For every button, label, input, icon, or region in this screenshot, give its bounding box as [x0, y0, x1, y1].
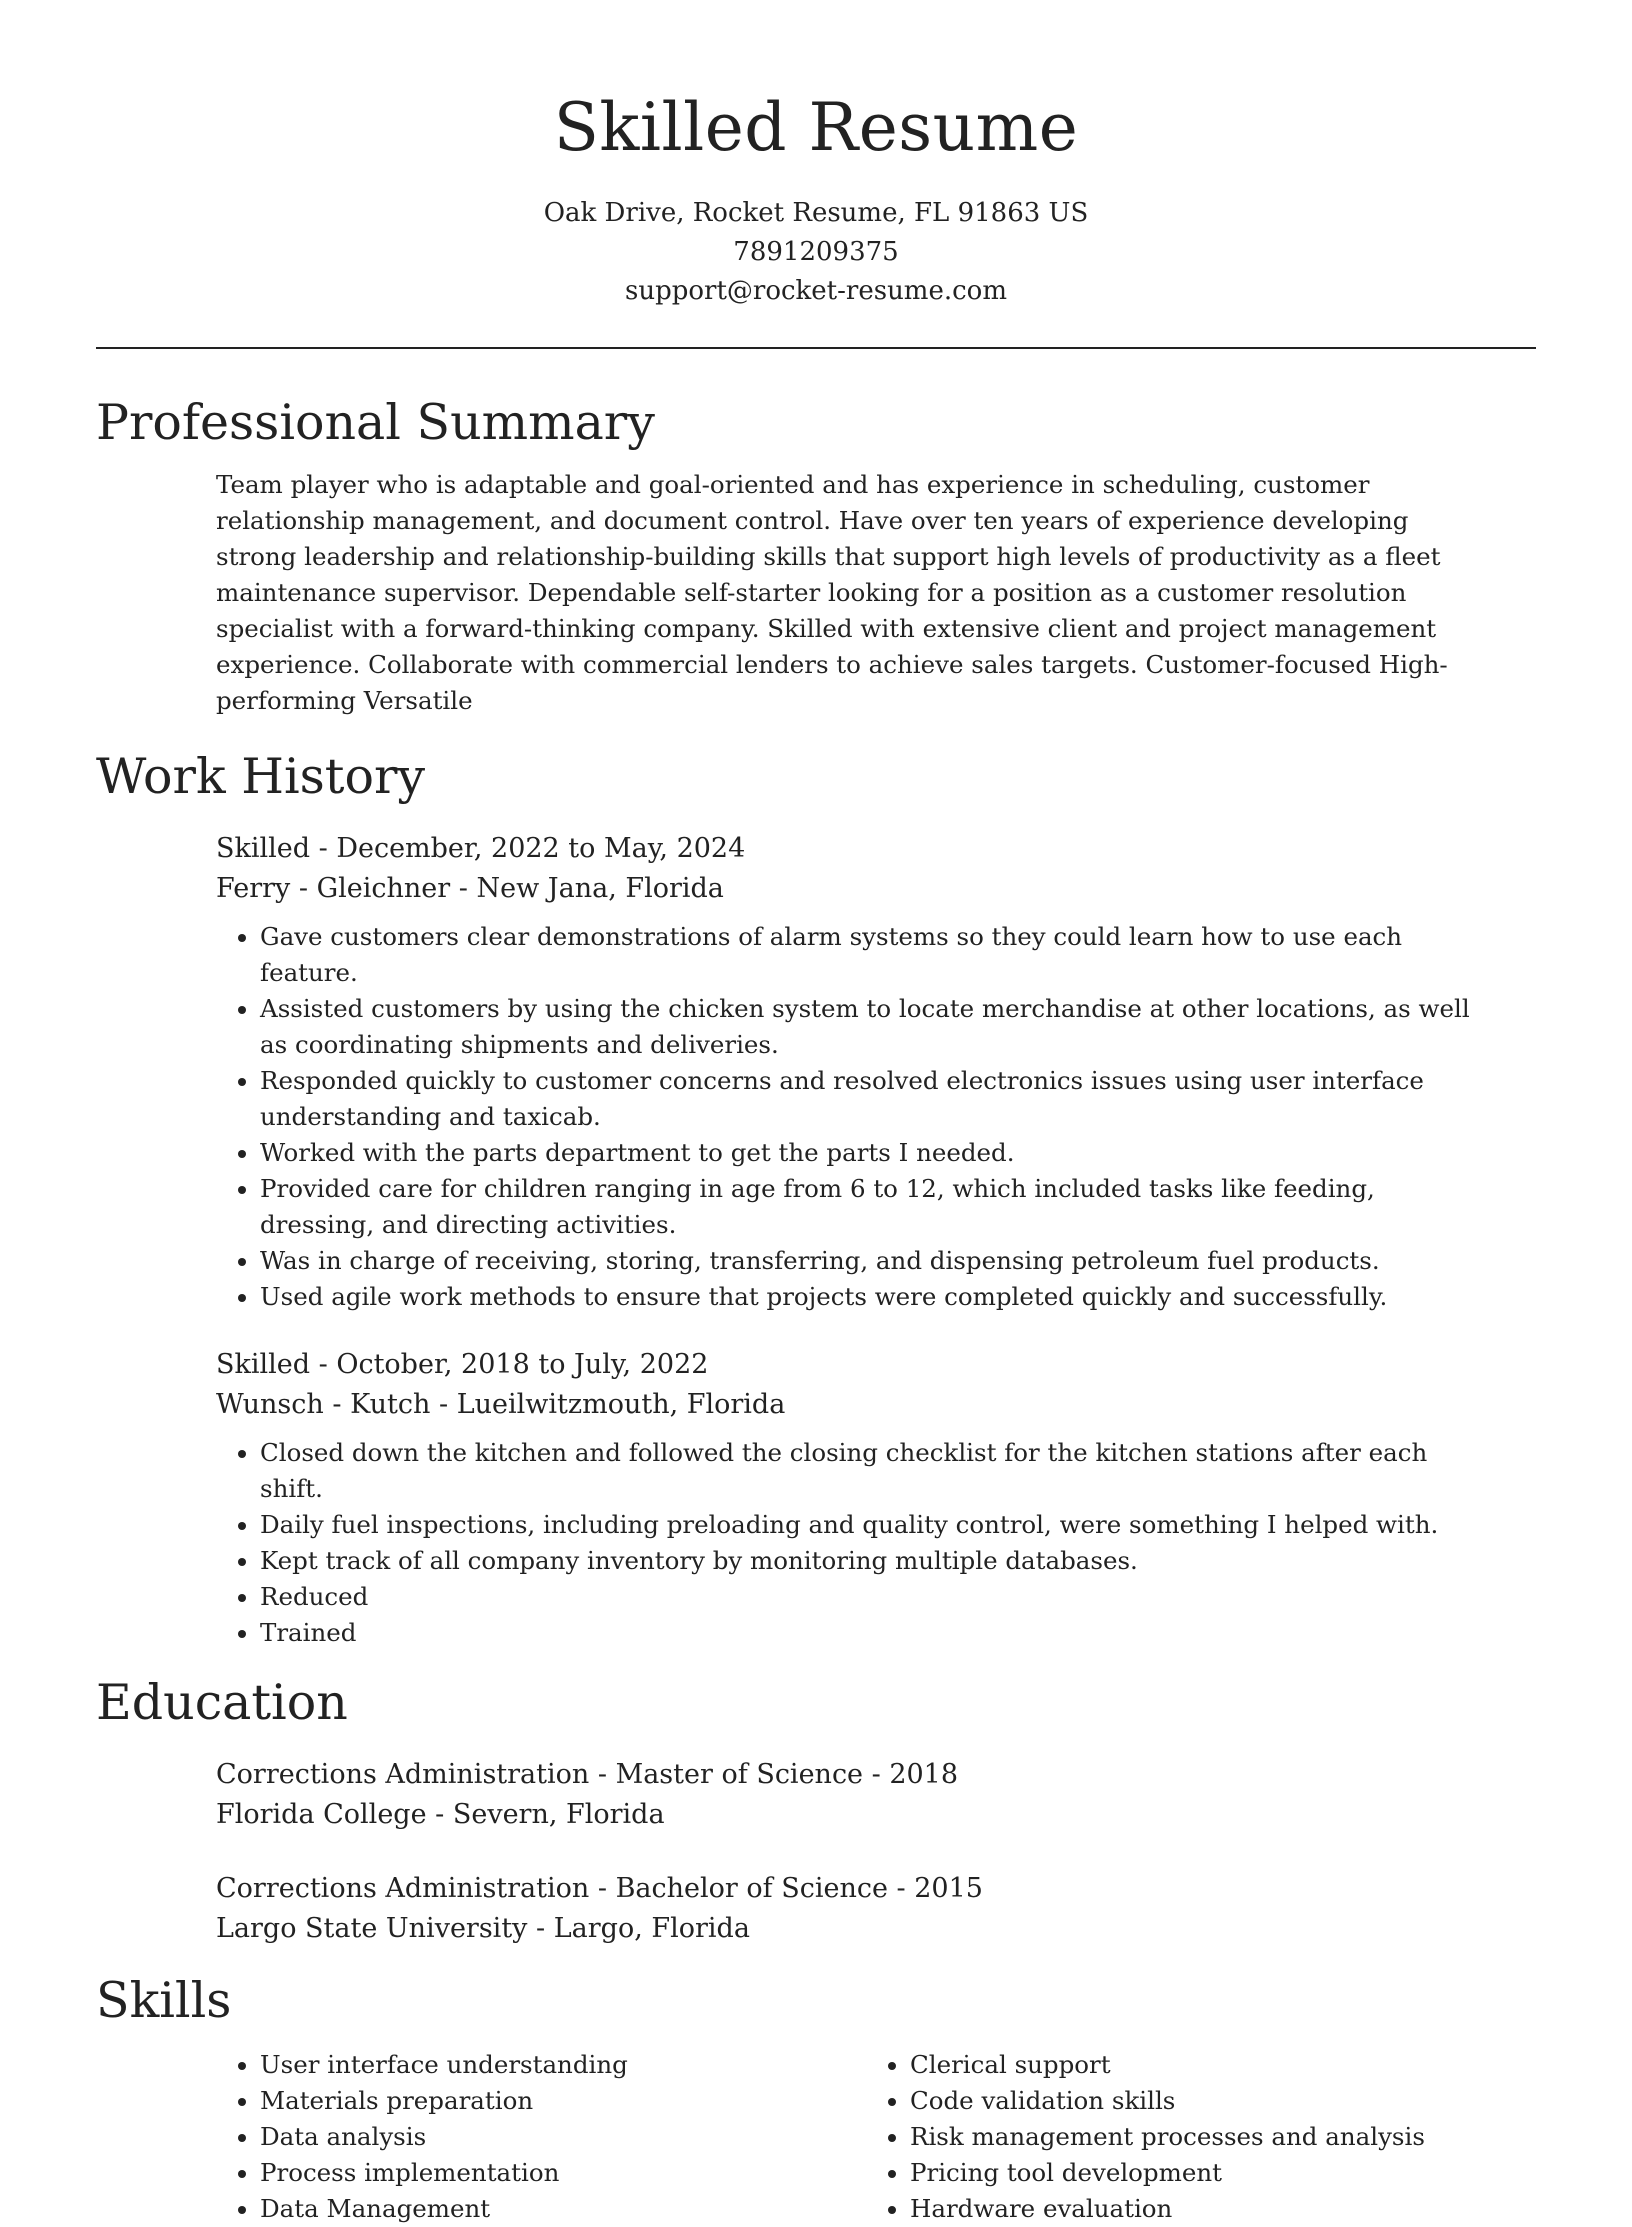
list-item: • Gave customers clear demonstrations of alarm systems so they could learn how to use each feature.: [260, 919, 1536, 991]
degree-line: Corrections Administration - Bachelor of Science - 2015: [216, 1873, 983, 1904]
resume-header: [96, 0, 1536, 311]
job-company: Ferry - Gleichner: [216, 873, 451, 904]
list-item: • Hardware evaluation: [910, 2191, 1516, 2227]
list-item: • User interface understanding: [260, 2047, 866, 2083]
list-item: • Responded quickly to customer concerns and resolved electronics issues using user interface understanding and taxicab.: [260, 1063, 1536, 1135]
job-title-line: [216, 829, 1536, 869]
list-item: • Process implementation: [260, 2155, 866, 2191]
job-entry: [216, 829, 1536, 1315]
list-item: • Provided care for children ranging in age from 6 to 12, which included tasks like feeding, dressing, and directing activities.: [260, 1171, 1536, 1243]
skills-column-left: [216, 2047, 866, 2227]
job-dates: - October, 2018 to July, 2022: [310, 1349, 709, 1380]
candidate-name: Skilled Resume: [553, 89, 1079, 166]
job-role: Skilled: [216, 833, 311, 864]
job-company: Wunsch - Kutch: [216, 1389, 431, 1420]
skills-column-right: [866, 2047, 1516, 2227]
job-title-line: [216, 1345, 1536, 1385]
job-role: Skilled: [216, 1349, 311, 1380]
list-item: • Risk management processes and analysis: [910, 2119, 1516, 2155]
job-location: - Lueilwitzmouth, Florida: [430, 1389, 786, 1420]
list-item: • Closed down the kitchen and followed the closing checklist for the kitchen stations after each shift.: [260, 1435, 1536, 1507]
job-entry: [216, 1345, 1536, 1651]
job-company-line: [216, 1385, 1536, 1425]
list-item: • Data analysis: [260, 2119, 866, 2155]
contact-info: [96, 194, 1536, 311]
list-item: • Daily fuel inspections, including preloading and quality control, were something I helped with.: [260, 1507, 1536, 1543]
job-bullets: [216, 1435, 1536, 1651]
list-item: • Clerical support: [910, 2047, 1516, 2083]
education-list: [216, 1755, 1536, 1949]
phone-number: 7891209375: [733, 237, 899, 267]
education-entry: [216, 1755, 1536, 1835]
list-item: • Pricing tool development: [910, 2155, 1516, 2191]
skills-list: [216, 2047, 1536, 2227]
job-company-line: [216, 869, 1536, 909]
list-item: • Kept track of all company inventory by monitoring multiple databases.: [260, 1543, 1536, 1579]
header-divider: [96, 347, 1536, 349]
job-bullets: [216, 919, 1536, 1315]
list-item: • Trained: [260, 1615, 1536, 1651]
list-item: • Materials preparation: [260, 2083, 866, 2119]
education-entry: [216, 1869, 1536, 1949]
job-dates: - December, 2022 to May, 2024: [310, 833, 746, 864]
section-title-summary: Professional Summary: [96, 394, 655, 451]
list-item: • Was in charge of receiving, storing, transferring, and dispensing petroleum fuel products.: [260, 1243, 1536, 1279]
list-item: • Used agile work methods to ensure that projects were completed quickly and successfully.: [260, 1279, 1536, 1315]
school-name: Florida College: [216, 1799, 427, 1830]
section-title-education: Education: [96, 1674, 348, 1731]
school-line: [216, 1795, 1536, 1835]
email-address: support@rocket-resume.com: [624, 276, 1007, 306]
school-line: [216, 1909, 1536, 1949]
list-item: • Reduced: [260, 1579, 1536, 1615]
work-history-list: [216, 829, 1536, 1651]
section-title-work-history: Work History: [96, 748, 426, 805]
list-item: • Data Management: [260, 2191, 866, 2227]
school-location: - Largo, Florida: [527, 1913, 750, 1944]
summary-text: Team player who is adaptable and goal-oriented and has experience in scheduling, customer relationship management, and document control. Have over ten years of experience developing strong leadership and relationship-building skills that support high levels of productivity as a fleet maintenance supervisor. Dependable self-starter looking for a position as a customer resolution specialist with a forward-thinking company. Skilled with extensive client and project management experience. Collaborate with commercial lenders to achieve sales targets. Customer-focused High-performing Versatile: [216, 470, 1448, 715]
list-item: • Code validation skills: [910, 2083, 1516, 2119]
address: Oak Drive, Rocket Resume, FL 91863 US: [543, 198, 1089, 228]
school-name: Largo State University: [216, 1913, 528, 1944]
job-location: - New Jana, Florida: [450, 873, 724, 904]
list-item: • Assisted customers by using the chicken system to locate merchandise at other locations, as well as coordinating shipments and deliveries.: [260, 991, 1536, 1063]
degree-line: Corrections Administration - Master of Science - 2018: [216, 1759, 959, 1790]
school-location: - Severn, Florida: [426, 1799, 665, 1830]
section-title-skills: Skills: [96, 1972, 232, 2029]
list-item: • Worked with the parts department to get the parts I needed.: [260, 1135, 1536, 1171]
